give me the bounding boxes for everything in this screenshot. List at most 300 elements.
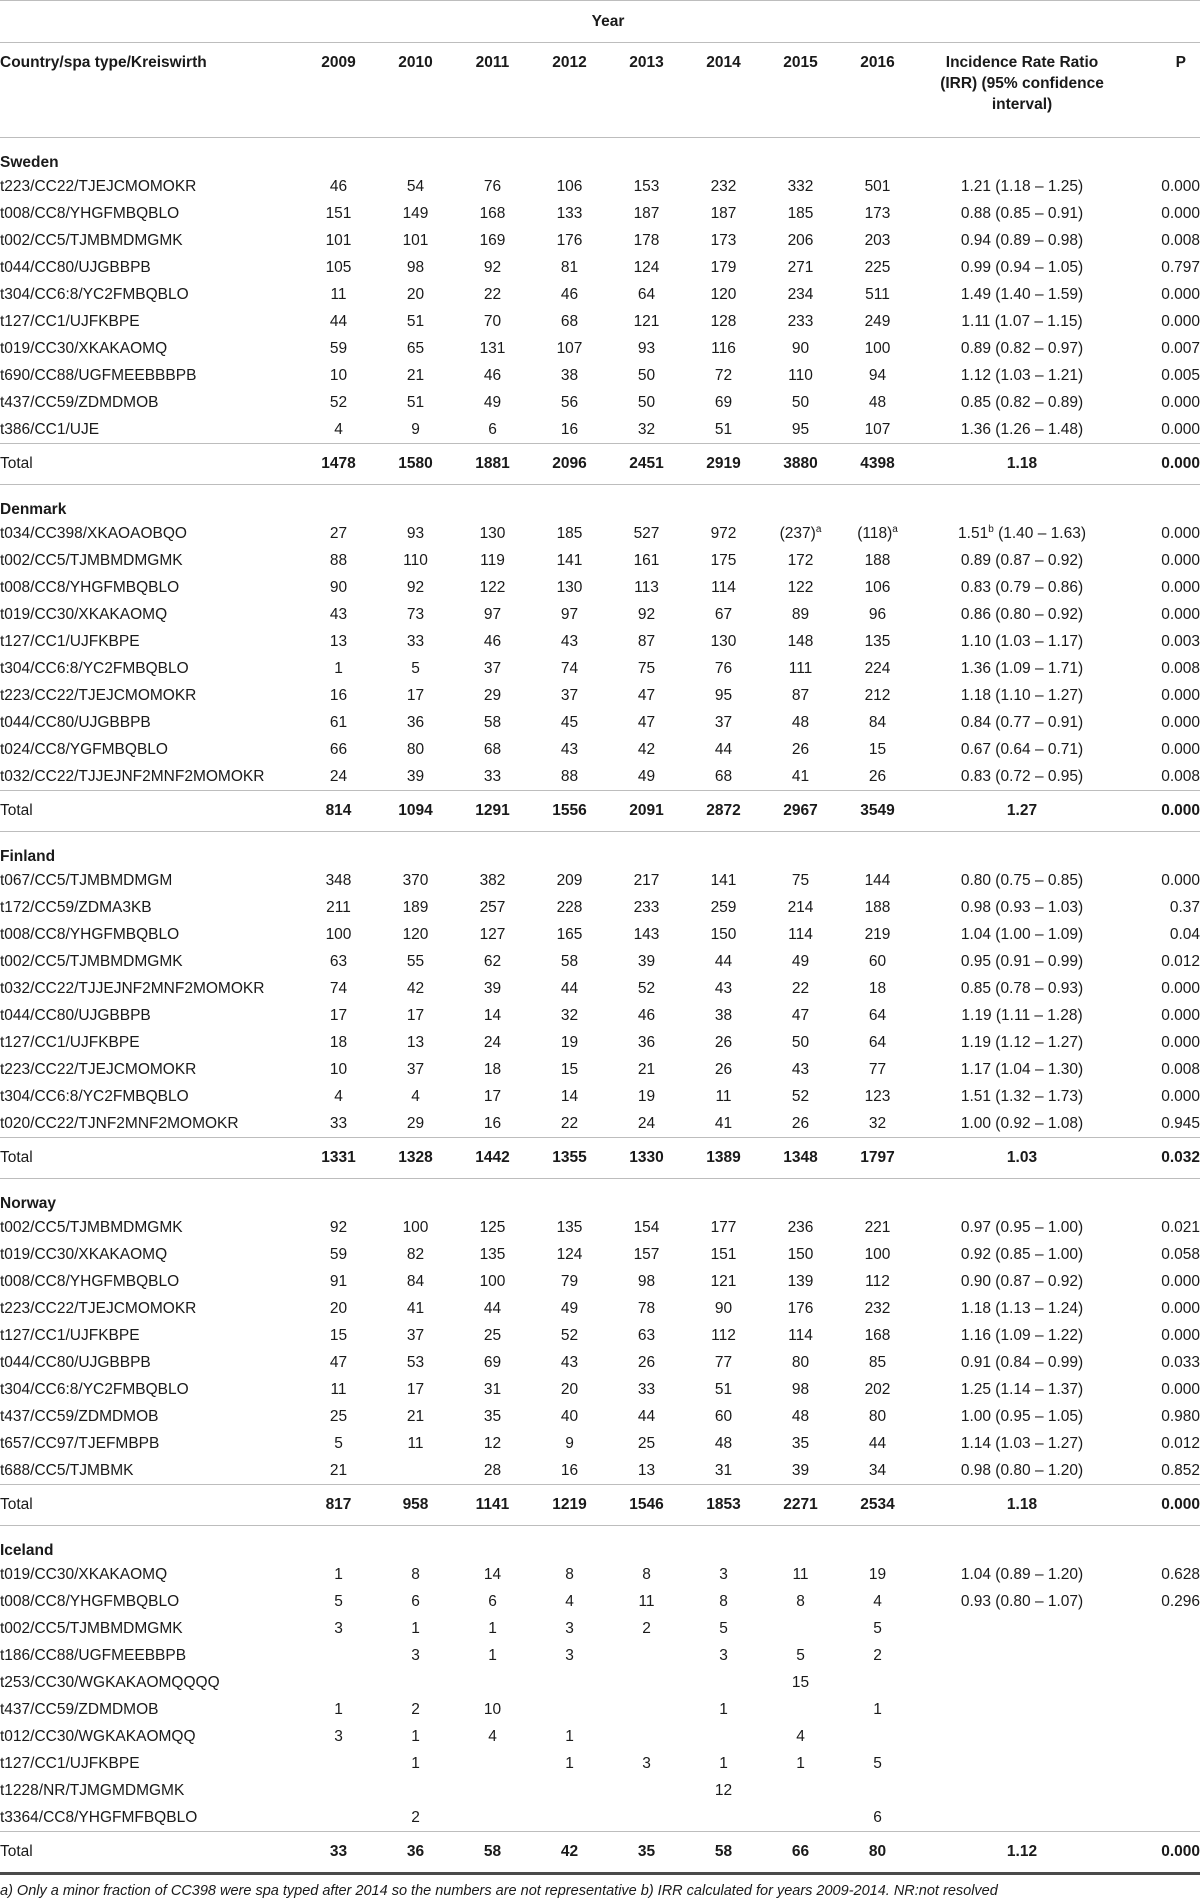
country-heading-row [0,832,1200,868]
year-value [762,1777,839,1804]
year-value: 185 [556,524,583,542]
p-value [1128,1777,1200,1804]
table-row [0,547,1200,574]
year-value: 5 [873,1619,882,1637]
year-value: 38 [714,1006,733,1024]
total-row [0,1832,1200,1874]
year-value: 110 [403,551,428,569]
spa-type-label: t019/CC30/XKAKAOMQ [0,1565,168,1583]
year-value: 80 [406,740,425,758]
p-value [1128,1723,1200,1750]
year-value: 5 [873,1754,882,1772]
spa-type-label: t002/CC5/TJMBMDMGMK [0,1218,183,1236]
year-value: 93 [406,524,425,542]
year-value: 82 [406,1245,425,1263]
spa-type-label: t223/CC22/TJEJCMOMOKR [0,177,197,195]
year-value: 177 [710,1218,737,1236]
spa-type-label: t127/CC1/UJFKBPE [0,1754,140,1772]
spa-type-label: t008/CC8/YHGFMBQBLO [0,1592,180,1610]
irr-value [916,1777,1128,1804]
year-value: 44 [560,979,579,997]
year-value: 37 [483,659,502,677]
year-value: 168 [864,1326,891,1344]
irr-value: 1.12 (1.03 – 1.21) [960,366,1084,384]
year-value: 15 [329,1326,348,1344]
table-row [0,1376,1200,1403]
year-value [839,520,916,547]
spa-type-label: t008/CC8/YHGFMBQBLO [0,578,180,596]
year-value: 1 [411,1754,420,1772]
year-value: 32 [637,420,656,438]
year-value [454,1777,531,1804]
year-value: 234 [787,285,814,303]
total-value: 1580 [377,444,454,485]
year-value: 3 [334,1619,343,1637]
p-value: 0.000 [1161,177,1200,195]
year-value: 38 [560,366,579,384]
p-value: 0.003 [1161,632,1200,650]
year-value: 37 [560,686,579,704]
p-value: 0.000 [1161,871,1200,889]
year-value: 87 [637,632,656,650]
year-value: 42 [406,979,425,997]
year-value: 100 [864,1245,891,1263]
year-value: 9 [411,420,420,438]
p-value: 0.000 [1161,713,1200,731]
year-value: 46 [329,177,348,195]
year-value: 1 [334,1700,343,1718]
year-value: 43 [560,740,579,758]
spa-type-label: t019/CC30/XKAKAOMQ [0,339,168,357]
year-value: 48 [714,1434,733,1452]
year-value: 143 [633,925,660,943]
year-value [377,1777,454,1804]
year-value [377,1457,454,1485]
year-value: 236 [787,1218,814,1236]
irr-value: 1.19 (1.11 – 1.28) [961,1006,1083,1024]
spa-type-label: t304/CC6:8/YC2FMBQBLO [0,285,189,303]
year-value: 5 [334,1592,343,1610]
year-value: 63 [329,952,348,970]
p-value: 0.058 [1161,1245,1200,1263]
year-value: 1 [411,1727,420,1745]
year-value [531,1696,608,1723]
year-value [762,1804,839,1832]
p-value: 0.945 [1161,1114,1200,1132]
year-value: 1 [334,659,343,677]
year-value [608,1723,685,1750]
year-value: 178 [633,231,660,249]
table-row [0,948,1200,975]
year-value: 43 [560,1353,579,1371]
table-body [0,138,1200,1874]
table-row [0,1588,1200,1615]
year-value: 98 [791,1380,810,1398]
year-value: 382 [479,871,506,889]
p-value: 0.000 [1161,1087,1200,1105]
p-column-header: P [1128,43,1200,138]
p-value [1128,1696,1200,1723]
table-row [0,389,1200,416]
year-value: 157 [633,1245,660,1263]
year-value: 113 [634,578,659,596]
year-value: 60 [868,952,887,970]
total-value: 58 [454,1832,531,1874]
year-value: 4 [796,1727,805,1745]
total-label: Total [0,1832,300,1874]
year-value: 29 [406,1114,425,1132]
year-value: 60 [714,1407,733,1425]
year-value: 76 [714,659,733,677]
year-value: 58 [483,713,502,731]
year-value: 125 [479,1218,506,1236]
total-value: 3880 [762,444,839,485]
year-value: 228 [556,898,583,916]
year-value: 61 [329,713,348,731]
year-value: 114 [788,1326,813,1344]
table-row [0,520,1200,547]
total-value: 1291 [454,791,531,832]
year-value: 11 [638,1592,655,1610]
total-value: 1881 [454,444,531,485]
p-value [1128,1750,1200,1777]
total-value: 2872 [685,791,762,832]
year-value: 85 [868,1353,887,1371]
irr-value: 0.83 (0.79 – 0.86) [960,578,1084,596]
year-value [608,1696,685,1723]
year-value: 51 [714,1380,733,1398]
year-value: 95 [714,686,733,704]
irr-value: 0.89 (0.82 – 0.97) [960,339,1084,357]
year-value: 4 [488,1727,497,1745]
year-value: 4 [411,1087,420,1105]
p-value: 0.000 [1161,740,1200,758]
year-value [608,1642,685,1669]
year-value: 120 [402,925,429,943]
year-value [377,1669,454,1696]
p-value: 0.000 [1161,605,1200,623]
year-value: 81 [560,258,579,276]
irr-value [916,1723,1128,1750]
year-value: 27 [329,524,348,542]
year-value: 225 [864,258,891,276]
year-value: 19 [637,1087,656,1105]
year-value: 100 [864,339,891,357]
irr-value: 0.97 (0.95 – 1.00) [960,1218,1084,1236]
table-row [0,763,1200,791]
year-value [531,1777,608,1804]
year-value: 26 [637,1353,656,1371]
year-value: 75 [791,871,810,889]
total-value: 1348 [762,1138,839,1179]
irr-value [916,1642,1128,1669]
p-value: 0.296 [1161,1592,1200,1610]
year-value: 54 [406,177,425,195]
year-value: 15 [868,740,887,758]
total-value: 58 [685,1832,762,1874]
year-value: 33 [637,1380,656,1398]
year-value [300,1804,377,1832]
year-value: 14 [483,1565,502,1583]
total-p-value: 0.032 [1128,1138,1200,1179]
year-value: 80 [868,1407,887,1425]
p-value: 0.000 [1161,285,1200,303]
irr-value [916,520,1128,547]
total-value: 36 [377,1832,454,1874]
total-label: Total [0,444,300,485]
country-heading-row [0,138,1200,174]
year-value: 70 [483,312,502,330]
year-value: 31 [714,1461,733,1479]
year-value: 6 [411,1592,420,1610]
year-value: 59 [329,1245,348,1263]
year-value: 209 [556,871,583,889]
year-value: 58 [560,952,579,970]
p-value: 0.000 [1161,420,1200,438]
year-value: 24 [637,1114,656,1132]
spa-type-label: t127/CC1/UJFKBPE [0,1326,140,1344]
year-value: 48 [791,713,810,731]
year-value: 6 [488,1592,497,1610]
year-value: 3 [642,1754,651,1772]
year-value: 511 [865,285,890,303]
spa-type-label: t019/CC30/XKAKAOMQ [0,1245,168,1263]
total-value: 42 [531,1832,608,1874]
p-value: 0.012 [1161,1434,1200,1452]
year-value: 47 [637,686,656,704]
year-value: 121 [633,312,660,330]
year-value: 13 [406,1033,425,1051]
year-value: 39 [791,1461,810,1479]
table-row [0,682,1200,709]
table-row [0,227,1200,254]
total-irr: 1.18 [916,444,1128,485]
country-name: Finland [0,848,56,865]
year-value: 52 [791,1087,810,1105]
year-value: 51 [714,420,733,438]
table-row [0,1723,1200,1750]
total-p-value: 0.000 [1128,1485,1200,1526]
spa-type-label: t223/CC22/TJEJCMOMOKR [0,686,197,704]
year-value: 89 [791,605,810,623]
year-value: 32 [560,1006,579,1024]
year-value: 130 [556,578,583,596]
year-value: 107 [556,339,583,357]
spa-type-label: t386/CC1/UJE [0,420,100,438]
total-label: Total [0,791,300,832]
year-value: 74 [329,979,348,997]
year-value [454,1804,531,1832]
year-value: 2 [411,1808,420,1826]
year-value: 3 [719,1646,728,1664]
year-value: 36 [637,1033,656,1051]
table-row [0,1777,1200,1804]
year-value: 148 [787,632,814,650]
year-value: 43 [791,1060,810,1078]
year-value: 111 [788,659,813,677]
spa-type-label: t172/CC59/ZDMA3KB [0,898,152,916]
country-name: Sweden [0,154,59,171]
year-value: 43 [714,979,733,997]
year-value: 74 [560,659,579,677]
total-value: 1556 [531,791,608,832]
total-p-value: 0.000 [1128,791,1200,832]
total-value: 1389 [685,1138,762,1179]
total-p-value: 0.000 [1128,444,1200,485]
irr-column-header: Incidence Rate Ratio (IRR) (95% confidence interval) [916,43,1128,138]
year-value: 135 [479,1245,506,1263]
year-value: 49 [560,1299,579,1317]
year-value: 119 [480,551,505,569]
table-row [0,1295,1200,1322]
year-value: 133 [556,204,583,222]
year-value: 271 [787,258,814,276]
irr-value [916,1615,1128,1642]
year-value: 150 [710,925,737,943]
year-value [608,1669,685,1696]
total-value: 1797 [839,1138,916,1179]
year-value: 19 [560,1033,579,1051]
p-value: 0.000 [1161,1272,1200,1290]
table-row [0,628,1200,655]
year-value: 37 [406,1060,425,1078]
p-value: 0.005 [1161,366,1200,384]
year-value: 50 [637,393,656,411]
year-value: 161 [633,551,660,569]
total-irr: 1.27 [916,791,1128,832]
irr-value: 0.85 (0.82 – 0.89) [960,393,1084,411]
year-value: 11 [330,285,347,303]
spa-type-label: t002/CC5/TJMBMDMGMK [0,231,183,249]
irr-value: 0.67 (0.64 – 0.71) [960,740,1084,758]
year-value: 100 [402,1218,429,1236]
year-value: 141 [556,551,583,569]
total-value: 1094 [377,791,454,832]
irr-value: 0.88 (0.85 – 0.91) [960,204,1084,222]
irr-value: 1.04 (1.00 – 1.09) [960,925,1084,943]
year-value: 64 [868,1033,887,1051]
total-value: 2096 [531,444,608,485]
year-value: 77 [714,1353,733,1371]
year-header: 2011 [454,43,531,138]
spa-type-label: t002/CC5/TJMBMDMGMK [0,1619,183,1637]
irr-value [916,1804,1128,1832]
year-value: 48 [868,393,887,411]
year-value: 44 [483,1299,502,1317]
year-value: 92 [329,1218,348,1236]
irr-value: 1.36 (1.09 – 1.71) [960,659,1084,677]
year-value: 53 [406,1353,425,1371]
irr-value: 1.21 (1.18 – 1.25) [960,177,1084,195]
year-value: 39 [406,767,425,785]
total-value: 1328 [377,1138,454,1179]
year-value: 84 [406,1272,425,1290]
year-value: 17 [406,686,425,704]
total-label: Total [0,1485,300,1526]
year-value: 59 [329,339,348,357]
irr-value: 1.17 (1.04 – 1.30) [960,1060,1084,1078]
table-row [0,894,1200,921]
year-value: 33 [406,632,425,650]
year-value [300,1669,377,1696]
year-value [608,1777,685,1804]
spa-type-label: t304/CC6:8/YC2FMBQBLO [0,1380,189,1398]
total-value: 2967 [762,791,839,832]
year-value: 78 [637,1299,656,1317]
year-value: 168 [479,204,506,222]
total-value: 2534 [839,1485,916,1526]
year-value: 13 [329,632,348,650]
year-value: 22 [560,1114,579,1132]
year-value: 35 [483,1407,502,1425]
spa-type-label: t437/CC59/ZDMDMOB [0,393,159,411]
year-value: 106 [556,177,583,195]
year-value: 14 [483,1006,502,1024]
year-value: 972 [710,524,737,542]
year-value: 116 [711,339,736,357]
year-value: 4 [334,1087,343,1105]
total-irr: 1.18 [916,1485,1128,1526]
spa-type-label: t008/CC8/YHGFMBQBLO [0,204,180,222]
spa-type-label: t044/CC80/UJGBBPB [0,713,151,731]
year-value: 17 [406,1380,425,1398]
year-value: 176 [787,1299,814,1317]
p-value [1128,1669,1200,1696]
spa-type-label: t024/CC8/YGFMBQBLO [0,740,168,758]
year-value: 151 [710,1245,737,1263]
table-row [0,281,1200,308]
irr-value: 1.36 (1.26 – 1.48) [960,420,1084,438]
irr-value: 0.98 (0.80 – 1.20) [960,1461,1084,1479]
year-value: 18 [868,979,887,997]
year-group-header: Year [300,1,916,43]
year-value [531,1669,608,1696]
total-irr: 1.03 [916,1138,1128,1179]
year-value: 185 [787,204,814,222]
year-value: 44 [714,952,733,970]
year-value: 87 [791,686,810,704]
year-value: 501 [864,177,891,195]
table-row [0,1083,1200,1110]
year-value: 12 [483,1434,502,1452]
irr-value: 0.80 (0.75 – 0.85) [960,871,1084,889]
year-value: 233 [787,312,814,330]
year-value: 6 [873,1808,882,1826]
irr-value [916,1669,1128,1696]
year-value: 257 [479,898,506,916]
spa-type-label: t657/CC97/TJEFMBPB [0,1434,160,1452]
year-value [454,1669,531,1696]
year-value: 144 [864,871,891,889]
table-row [0,1029,1200,1056]
year-value: 139 [787,1272,814,1290]
year-value: 15 [791,1673,810,1691]
year-value: 114 [711,578,736,596]
p-value: 0.000 [1161,1006,1200,1024]
year-header: 2013 [608,43,685,138]
year-value: 26 [791,1114,810,1132]
year-value: 5 [719,1619,728,1637]
year-value: 17 [406,1006,425,1024]
irr-value: 1.25 (1.14 – 1.37) [960,1380,1084,1398]
spa-type-label: t034/CC398/XKAOAOBQO [0,524,187,542]
irr-value: 0.85 (0.78 – 0.93) [960,979,1084,997]
year-value: 149 [402,204,429,222]
year-value: 49 [637,767,656,785]
year-value: 46 [637,1006,656,1024]
year-value: 232 [710,177,737,195]
year-value: 3 [565,1646,574,1664]
